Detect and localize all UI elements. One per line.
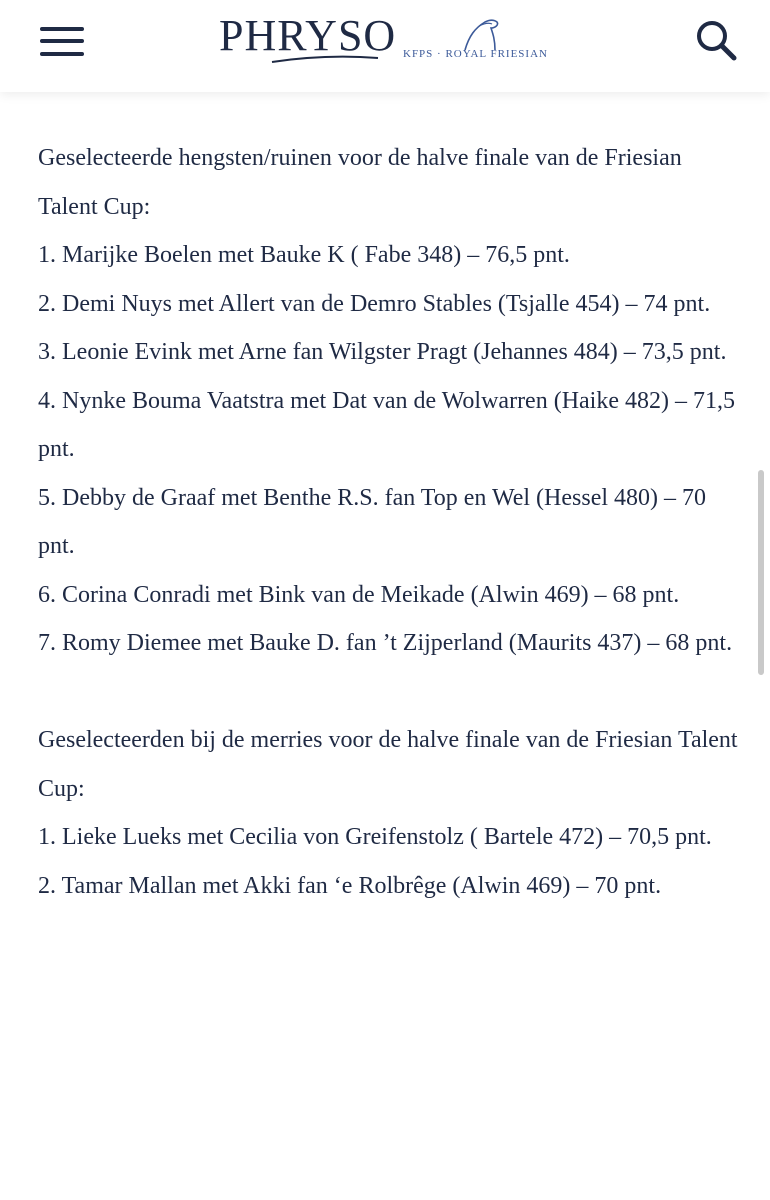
list-item: 1. Marijke Boelen met Bauke K ( Fabe 348) – 76,5 pnt. <box>38 242 570 268</box>
article-body <box>38 134 738 910</box>
section-heading-mares: Geselecteerden bij de merries voor de halve finale van de Friesian Talent Cup: <box>38 727 738 802</box>
scrollbar-thumb[interactable] <box>758 470 764 675</box>
top-header <box>0 0 770 92</box>
list-item: 2. Tamar Mallan met Akki fan ‘e Rolbrêge (Alwin 469) – 70 pnt. <box>38 872 662 899</box>
kfps-logo[interactable] <box>403 18 553 68</box>
horse-head-icon <box>455 16 505 52</box>
list-item: 2. Demi Nuys met Allert van de Demro Stables (Tsjalle 454) – 74 pnt. <box>38 290 711 317</box>
paragraph-spacer <box>38 668 738 717</box>
hamburger-menu-icon[interactable] <box>40 25 86 57</box>
list-item: 5. Debby de Graaf met Benthe R.S. fan Top en Wel (Hessel 480) – 70 pnt. <box>38 484 707 559</box>
logo-text: PHRYSO <box>219 11 397 60</box>
list-item: 6. Corina Conradi met Bink van de Meikade (Alwin 469) – 68 pnt. <box>38 581 680 608</box>
section-heading-stallions: Geselecteerde hengsten/ruinen voor de halve finale van de Friesian Talent Cup: <box>38 145 682 220</box>
list-item: 7. Romy Diemee met Bauke D. fan ’t Zijperland (Maurits 437) – 68 pnt. <box>38 630 733 656</box>
list-item: 4. Nynke Bouma Vaatstra met Dat van de Wolwarren (Haike 482) – 71,5 pnt. <box>38 387 735 462</box>
search-icon[interactable] <box>694 18 738 62</box>
list-item: 1. Lieke Lueks met Cecilia von Greifenstolz ( Bartele 472) – 70,5 pnt. <box>38 824 712 850</box>
partner-logo-text: KFPS · ROYAL FRIESIAN <box>403 48 548 60</box>
list-item: 3. Leonie Evink met Arne fan Wilgster Pragt (Jehannes 484) – 73,5 pnt. <box>38 339 727 365</box>
logo-swoosh-icon <box>270 52 380 68</box>
